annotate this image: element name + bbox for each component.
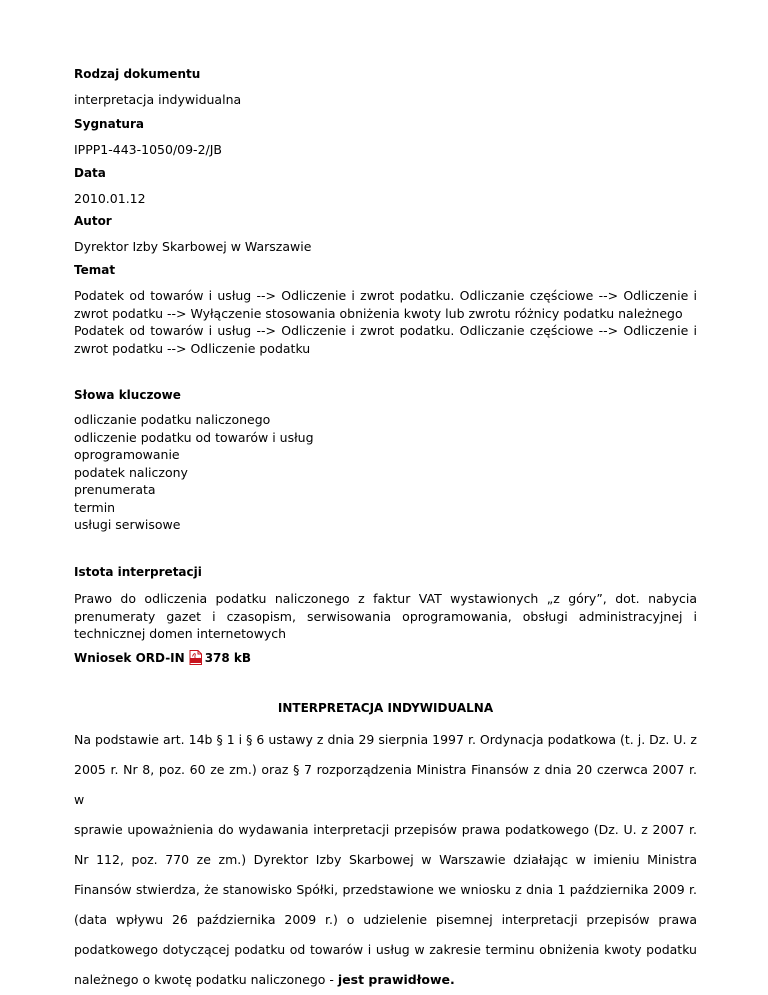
doc-type-label: Rodzaj dokumentu: [74, 67, 201, 81]
essence-text: [74, 590, 697, 643]
keyword-item: oprogramowanie: [74, 447, 180, 462]
keyword-item: odliczanie podatku naliczonego: [74, 412, 271, 427]
body-line: (data wpływu 26 października 2009 r.) o udzielenie pisemnej interpretacji przepisów prawa: [74, 912, 697, 927]
body-line: podatkowego dotyczącej podatku od towarów i usług w zakresie terminu obniżenia kwoty podatku: [74, 942, 697, 957]
interpretation-heading: INTERPRETACJA INDYWIDUALNA: [277, 701, 494, 715]
date-label: Data: [74, 166, 106, 180]
signature-value: IPPP1-443-1050/09-2/JB: [74, 142, 222, 157]
topic-line: zwrot podatku --> Wyłączenie stosowania obniżenia kwoty lub zwrotu różnicy podatku należnego: [74, 305, 683, 321]
keywords-list: [74, 411, 697, 534]
body-line: 2005 r. Nr 8, poz. 60 ze zm.) oraz § 7 rozporządzenia Ministra Finansów z dnia 20 czerwca 2007 r. w: [74, 762, 697, 807]
body-line: Finansów stwierdza, że stanowisko Spółki, przedstawione we wniosku z dnia 1 października 2009 r.: [74, 882, 697, 897]
attachment-label[interactable]: Wniosek ORD-IN: [74, 650, 185, 665]
essence-line: technicznej domen internetowych: [74, 626, 287, 641]
body-line: sprawie upoważnienia do wydawania interpretacji przepisów prawa podatkowego (Dz. U. z 2007 r.: [74, 822, 697, 837]
keyword-item: odliczenie podatku od towarów i usług: [74, 429, 314, 445]
keyword-item: usługi serwisowe: [74, 517, 181, 532]
attachment-link[interactable]: [74, 650, 251, 665]
essence-line: prenumeraty gazet i czasopism, serwisowania oprogramowania, obsługi administracyjnej i: [74, 608, 697, 624]
keywords-label: Słowa kluczowe: [74, 388, 181, 402]
attachment-size: 378 kB: [204, 650, 252, 665]
body-line: Na podstawie art. 14b § 1 i § 6 ustawy z dnia 29 sierpnia 1997 r. Ordynacja podatkowa (t. j. Dz. U. z: [74, 732, 697, 747]
doc-type-value: interpretacja indywidualna: [74, 92, 242, 107]
essence-line: Prawo do odliczenia podatku naliczonego z faktur VAT wystawionych „z góry”, dot. nabycia: [74, 591, 697, 606]
topic-line: Podatek od towarów i usług --> Odliczenie i zwrot podatku. Odliczanie częściowe --> Odliczenie i: [74, 288, 697, 303]
interpretation-body: [74, 725, 697, 995]
keyword-item: prenumerata: [74, 482, 156, 497]
topic-line: zwrot podatku --> Odliczenie podatku: [74, 340, 311, 356]
author-label: Autor: [74, 214, 112, 228]
body-line: Nr 112, poz. 770 ze zm.) Dyrektor Izby Skarbowej w Warszawie działając w imieniu Ministra: [74, 852, 697, 867]
body-last-line: [74, 965, 697, 995]
verdict-text: jest prawidłowe.: [337, 972, 455, 987]
topic-text: [74, 287, 697, 357]
signature-label: Sygnatura: [74, 117, 144, 131]
pdf-icon[interactable]: [189, 650, 202, 665]
date-value: 2010.01.12: [74, 191, 146, 206]
author-value: Dyrektor Izby Skarbowej w Warszawie: [74, 239, 312, 254]
keyword-item: podatek naliczony: [74, 464, 188, 480]
body-last-line-text: należnego o kwotę podatku naliczonego -: [74, 972, 338, 987]
keyword-item: termin: [74, 499, 116, 515]
essence-label: Istota interpretacji: [74, 565, 202, 579]
topic-line: Podatek od towarów i usług --> Odliczenie i zwrot podatku. Odliczanie częściowe --> Odliczenie i: [74, 323, 697, 338]
topic-label: Temat: [74, 263, 116, 277]
